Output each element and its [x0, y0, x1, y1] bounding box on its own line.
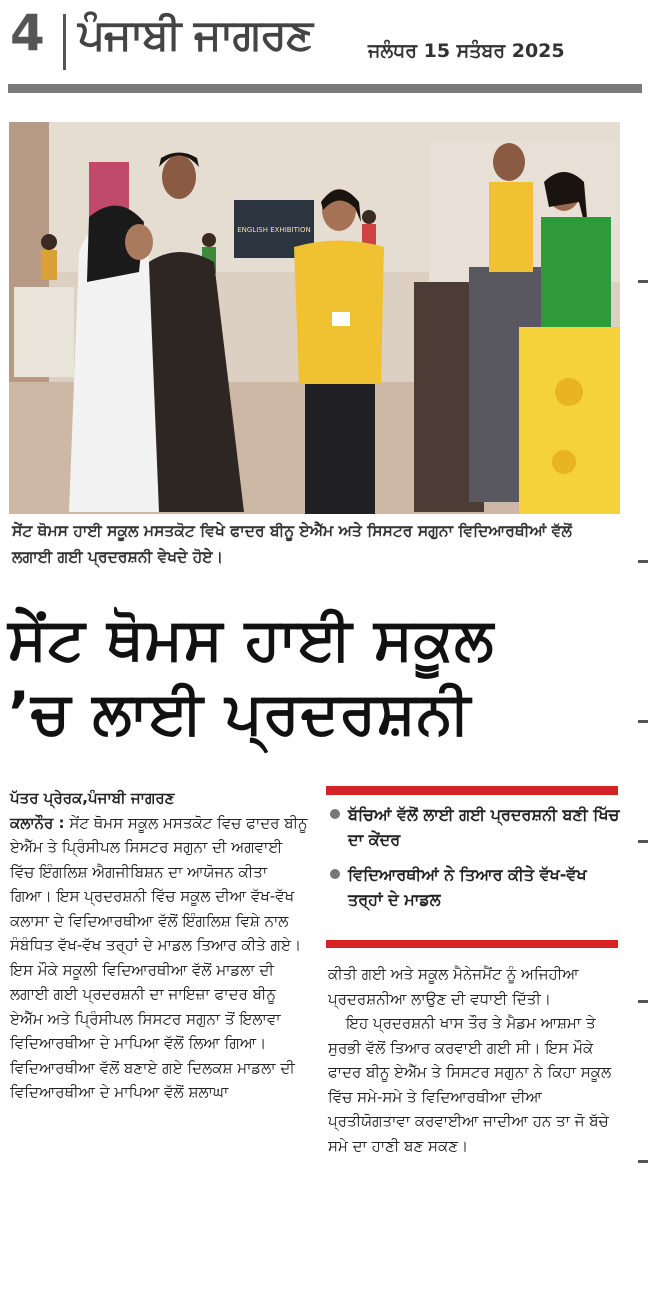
byline: ਪੱਤਰ ਪ੍ਰੇਰਕ,ਪੰਜਾਬੀ ਜਾਗਰਣ	[10, 789, 175, 807]
header-divider	[63, 14, 66, 70]
bullet-icon	[330, 809, 340, 819]
edition-dateline: ਜਲੰਧਰ 15 ਸਤੰਬਰ 2025	[368, 40, 565, 62]
highlight-item: ਬੱਚਿਆਂ ਵੱਲੋਂ ਲਾਈ ਗਈ ਪ੍ਰਦਰਸ਼ਨੀ ਬਣੀ ਖਿੱਚ ਦਾ ਕੇਂਦਰ	[330, 802, 620, 852]
article-paragraph-1	[10, 811, 310, 1105]
highlight-box-bottom-rule	[326, 940, 618, 948]
article-column-left	[10, 786, 310, 1105]
masthead-logo: ਪੰਜਾਬੀ ਜਾਗਰਣ	[78, 10, 313, 59]
highlight-item: ਵਿਦਿਆਰਥੀਆਂ ਨੇ ਤਿਆਰ ਕੀਤੇ ਵੱਖ-ਵੱਖ ਤਰ੍ਹਾਂ ਦੇ ਮਾਡਲ	[330, 862, 620, 912]
paragraph-1-continued: ਕੀਤੀ ਗਈ ਅਤੇ ਸਕੂਲ ਮੈਨੇਜਮੈਂਟ ਨੂੰ ਅਜਿਹੀਆ ਪ੍ਰਦਰਸ਼ਨੀਆ ਲਾਉਣ ਦੀ ਵਧਾਈ ਦਿੱਤੀ।	[328, 965, 579, 1008]
paragraph-1-text: ਸੇਂਟ ਥੋਮਸ ਸਕੂਲ ਮਸਤਕੋਟ ਵਿਚ ਫਾਦਰ ਬੀਨੂ ਏਐੱਮ ਤੇ ਪ੍ਰਿੰਸੀਪਲ ਸਿਸਟਰ ਸਗੁਨਾ ਦੀ ਅਗਵਾਈ ਵਿੱਚ ਇੰਗਲਿਸ਼ ਐਗਜੀਬਿਸ਼ਨ ਦਾ ਆਯੋਜਨ ਕੀਤਾ ਗਿਆ। ਇਸ ਪ੍ਰਦਰਸ਼ਨੀ ਵਿੱਚ ਸਕੂਲ ਦੀਆ ਵੱਖ-ਵੱਖ ਕਲਾਸਾ ਦੇ ਵਿਦਿਆਰਥੀਆ ਵੱਲੋਂ ਇੰਗਲਿਸ਼ ਵਿਸ਼ੇ ਨਾਲ ਸੰਬੰਧਿਤ ਵੱਖ-ਵੱਖ ਤਰ੍ਹਾਂ ਦੇ ਮਾਡਲ ਤਿਆਰ ਕੀਤੇ ਗਏ। ਇਸ ਮੌਕੇ ਸਕੂਲੀ ਵਿਦਿਆਰਥੀਆ ਵੱਲੋਂ ਮਾਡਲਾ ਦੀ ਲਗਾਈ ਗਈ ਪ੍ਰਦਰਸ਼ਨੀ ਦਾ ਜਾਇਜ਼ਾ ਫਾਦਰ ਬੀਨੂ ਏਐੱਮ ਅਤੇ ਪ੍ਰਿੰਸੀਪਲ ਸਿਸਟਰ ਸਗੁਨਾ ਤੋਂ ਇਲਾਵਾ ਵਿਦਿਆਰਥੀਆ ਦੇ ਮਾਪਿਆ ਵੱਲੋਂ ਲਿਆ ਗਿਆ। ਵਿਦਿਆਰਥੀਆ ਵੱਲੋਂ ਬਣਾਏ ਗਏ ਦਿਲਕਸ਼ ਮਾਡਲਾ ਦੀ ਵਿਦਿਆਰਥੀਆ ਦੇ ਮਾਪਿਆ ਵੱਲੋਂ ਸ਼ਲਾਘਾ	[10, 813, 308, 1101]
highlight-box-top-rule	[326, 786, 618, 795]
photo-caption: ਸੇਂਟ ਥੋਮਸ ਹਾਈ ਸਕੂਲ ਮਸਤਕੋਟ ਵਿਖੇ ਫਾਦਰ ਬੀਨੂ ਏਐੱਮ ਅਤੇ ਸਿਸਟਰ ਸਗੁਨਾ ਵਿਦਿਆਰਥੀਆਂ ਵੱਲੋਂ ਲਗਾਈ ਗਈ ਪ੍ਰਦਰਸ਼ਨੀ ਵੇਖਦੇ ਹੋਏ।	[12, 522, 572, 566]
page-number: 4	[10, 4, 45, 62]
article-headline	[8, 602, 618, 750]
headline-line-1: ਸੇਂਟ ਥੋਮਸ ਹਾਈ ਸਕੂਲ	[8, 605, 495, 673]
bullet-icon	[330, 869, 340, 879]
headline-line-2: ’ਚ ਲਾਈ ਪ੍ਰਦਰਸ਼ਨੀ	[8, 679, 472, 747]
highlight-box	[330, 802, 620, 922]
news-photo	[9, 122, 620, 514]
header-rule	[8, 84, 642, 93]
exhibition-photo-illustration	[9, 122, 620, 514]
article-column-right	[328, 962, 620, 1158]
dateline: ਕਲਾਨੌਰ :	[10, 813, 65, 832]
svg-text:ENGLISH EXHIBITION: ENGLISH EXHIBITION	[237, 226, 311, 234]
adjacent-column-edge	[632, 140, 650, 1290]
article-paragraph-2: ਇਹ ਪ੍ਰਦਰਸ਼ਨੀ ਖਾਸ ਤੌਰ ਤੇ ਮੈਡਮ ਆਸ਼ਮਾ ਤੇ ਸੁਰਭੀ ਵੱਲੋਂ ਤਿਆਰ ਕਰਵਾਈ ਗਈ ਸੀ। ਇਸ ਮੌਕੇ ਫਾਦਰ ਬੀਨੂ ਏਐੱਮ ਤੇ ਸਿਸਟਰ ਸਗੁਨਾ ਨੇ ਕਿਹਾ ਸਕੂਲ ਵਿੱਚ ਸਮੇ-ਸਮੇ ਤੇ ਵਿਦਿਆਰਥੀਆ ਦੀਆ ਪ੍ਰਤੀਯੋਗਤਾਵਾ ਕਰਵਾਈਆ ਜਾਦੀਆ ਹਨ ਤਾ ਜੋ ਬੱਚੇ ਸਮੇ ਦਾ ਹਾਣੀ ਬਣ ਸਕਣ।	[328, 1014, 612, 1155]
page-header	[0, 0, 650, 96]
